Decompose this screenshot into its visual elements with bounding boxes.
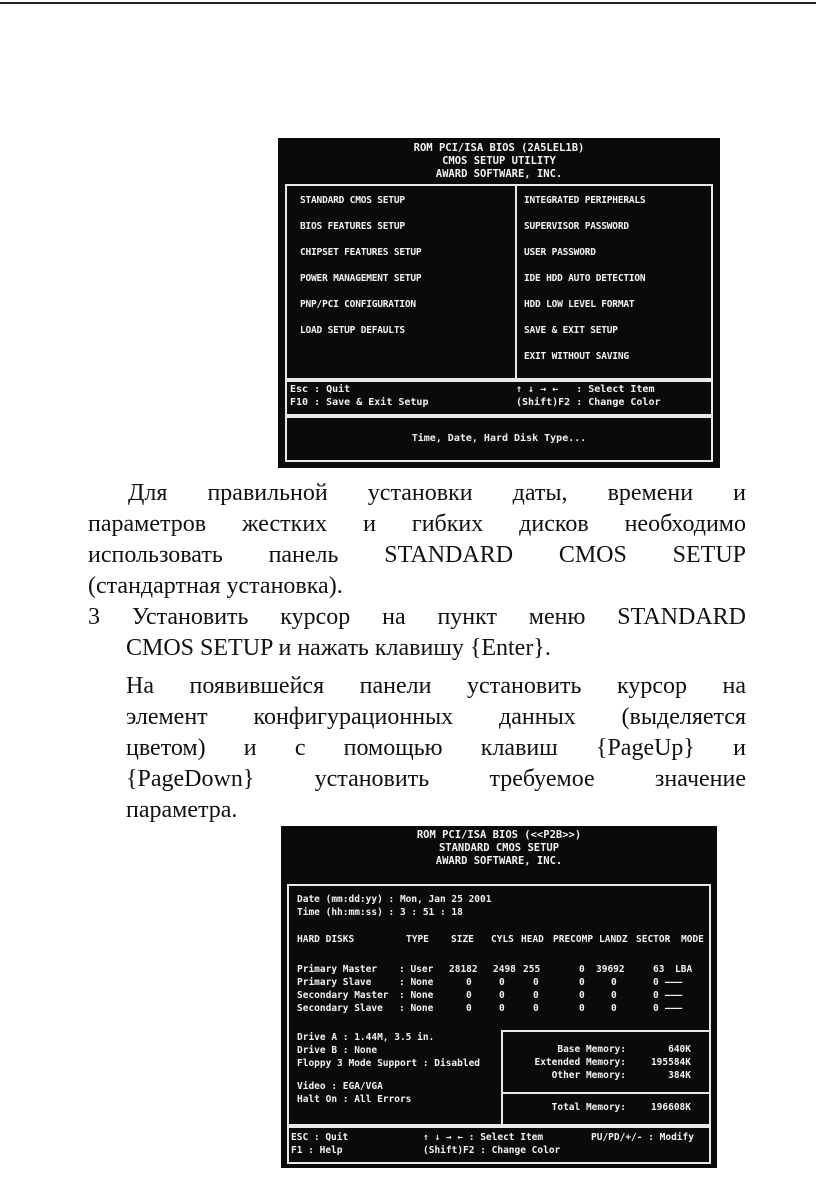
disk-type[interactable]: : None <box>399 1003 434 1014</box>
disk-mode: LBA <box>675 964 693 975</box>
disk-landz: 0 <box>611 1003 617 1014</box>
disk-cyls: 2498 <box>493 964 516 975</box>
key-hint-select-item: ↑ ↓ → ← : Select Item <box>423 1132 544 1143</box>
col-mode: MODE <box>681 934 704 945</box>
paragraph-1 <box>88 478 746 602</box>
paragraph-2-line: CMOS SETUP и нажать клавишу {Enter}. <box>126 635 551 661</box>
disk-sector: 0 <box>653 977 659 988</box>
disk-sector: 63 <box>653 964 665 975</box>
col-head: HEAD <box>521 934 544 945</box>
paragraph-2 <box>88 602 746 664</box>
total-memory-label: Total Memory: <box>551 1102 626 1113</box>
disk-type[interactable]: : User <box>399 964 434 975</box>
menu-item-load-setup-defaults[interactable]: LOAD SETUP DEFAULTS <box>300 325 405 336</box>
paragraph-3-line: элемент конфигурационных данных (выделяется <box>126 704 746 730</box>
floppy3-mode-field[interactable]: Floppy 3 Mode Support : Disabled <box>297 1058 481 1069</box>
key-hint-select-item: ↑ ↓ → ← : Select Item <box>516 384 655 395</box>
col-size: SIZE <box>451 934 474 945</box>
disk-size: 0 <box>466 977 472 988</box>
disk-mode: ——— <box>665 977 683 988</box>
col-type: TYPE <box>406 934 429 945</box>
menu-item-pnp-pci-configuration[interactable]: PNP/PCI CONFIGURATION <box>300 299 416 310</box>
key-hint-modify: PU/PD/+/- : Modify <box>591 1132 694 1143</box>
base-memory-value: 640K <box>668 1044 691 1055</box>
paragraph-3-line: На появившейся панели установить курсор на <box>126 673 746 699</box>
key-hint-change-color: (Shift)F2 : Change Color <box>423 1145 561 1156</box>
disk-size: 0 <box>466 1003 472 1014</box>
paragraph-1-line: (стандартная установка). <box>88 573 343 599</box>
drive-b-field[interactable]: Drive B : None <box>297 1045 378 1056</box>
other-memory-label: Other Memory: <box>551 1070 626 1081</box>
paragraph-3-line: параметра. <box>126 797 238 823</box>
disk-precomp: 0 <box>579 990 585 1001</box>
disk-landz: 0 <box>611 977 617 988</box>
key-hint-f1-help: F1 : Help <box>291 1145 343 1156</box>
base-memory-label: Base Memory: <box>557 1044 626 1055</box>
disk-head: 0 <box>533 977 539 988</box>
key-hint-esc-quit: ESC : Quit <box>291 1132 349 1143</box>
disk-cyls: 0 <box>499 990 505 1001</box>
other-memory-value: 384K <box>668 1070 691 1081</box>
menu-item-power-management-setup[interactable]: POWER MANAGEMENT SETUP <box>300 273 422 284</box>
disk-name: Secondary Slave <box>297 1003 383 1014</box>
menu-item-chipset-features-setup[interactable]: CHIPSET FEATURES SETUP <box>300 247 422 258</box>
bios-standard-cmos-screenshot <box>281 826 717 1168</box>
disk-sector: 0 <box>653 1003 659 1014</box>
menu-item-ide-hdd-auto-detection[interactable]: IDE HDD AUTO DETECTION <box>524 273 646 284</box>
menu-item-save-exit-setup[interactable]: SAVE & EXIT SETUP <box>524 325 618 336</box>
paragraph-2-line: 3 Установить курсор на пункт меню STANDARD <box>88 604 746 630</box>
disk-name: Primary Master <box>297 964 378 975</box>
disk-head: 0 <box>533 1003 539 1014</box>
disk-name: Secondary Master <box>297 990 389 1001</box>
bios-std-header <box>281 829 717 868</box>
disk-head: 255 <box>523 964 541 975</box>
page-top-rule <box>0 2 816 4</box>
halt-on-field[interactable]: Halt On : All Errors <box>297 1094 412 1105</box>
disk-type[interactable]: : None <box>399 977 434 988</box>
disk-head: 0 <box>533 990 539 1001</box>
key-hint-change-color: (Shift)F2 : Change Color <box>516 397 661 408</box>
menu-item-standard-cmos-setup[interactable]: STANDARD CMOS SETUP <box>300 195 405 206</box>
paragraph-3-line: {PageDown} установить требуемое значение <box>126 766 746 792</box>
menu-item-exit-without-saving[interactable]: EXIT WITHOUT SAVING <box>524 351 629 362</box>
disk-cyls: 0 <box>499 977 505 988</box>
time-field[interactable]: Time (hh:mm:ss) : 3 : 51 : 18 <box>297 907 463 918</box>
disk-precomp: 0 <box>579 964 585 975</box>
paragraph-3 <box>126 671 746 826</box>
disk-sector: 0 <box>653 990 659 1001</box>
paragraph-1-line: Для правильной установки даты, времени и <box>128 480 746 506</box>
col-cyls: CYLS <box>491 934 514 945</box>
bios-std-header-line: AWARD SOFTWARE, INC. <box>435 855 563 867</box>
menu-item-hdd-low-level-format[interactable]: HDD LOW LEVEL FORMAT <box>524 299 635 310</box>
bios-main-status-text: Time, Date, Hard Disk Type... <box>411 433 587 444</box>
disk-landz: 0 <box>611 990 617 1001</box>
menu-item-integrated-peripherals[interactable]: INTEGRATED PERIPHERALS <box>524 195 646 206</box>
disk-type[interactable]: : None <box>399 990 434 1001</box>
bios-main-header-line: AWARD SOFTWARE, INC. <box>435 168 563 180</box>
bios-main-header <box>278 142 720 181</box>
memory-total-divider <box>501 1092 711 1094</box>
disk-size: 0 <box>466 990 472 1001</box>
total-memory-value: 196608K <box>650 1102 691 1113</box>
bios-main-menu-screenshot <box>278 138 720 468</box>
disk-name: Primary Slave <box>297 977 372 988</box>
paragraph-3-line: цветом) и с помощью клавиш {PageUp} и <box>126 735 746 761</box>
col-landz: LANDZ <box>599 934 628 945</box>
menu-item-supervisor-password[interactable]: SUPERVISOR PASSWORD <box>524 221 629 232</box>
disk-mode: ——— <box>665 1003 683 1014</box>
extended-memory-label: Extended Memory: <box>534 1057 626 1068</box>
bios-main-header-line: CMOS SETUP UTILITY <box>442 155 556 167</box>
menu-item-bios-features-setup[interactable]: BIOS FEATURES SETUP <box>300 221 405 232</box>
disk-precomp: 0 <box>579 977 585 988</box>
disk-mode: ——— <box>665 990 683 1001</box>
bios-main-menu-divider <box>515 184 517 380</box>
paragraph-1-line: использовать панель STANDARD CMOS SETUP <box>88 542 746 568</box>
col-precomp: PRECOMP <box>553 934 594 945</box>
menu-item-user-password[interactable]: USER PASSWORD <box>524 247 596 258</box>
bios-main-header-line: ROM PCI/ISA BIOS (2A5LEL1B) <box>413 142 585 154</box>
key-hint-esc-quit: Esc : Quit <box>290 384 351 395</box>
video-field[interactable]: Video : EGA/VGA <box>297 1081 383 1092</box>
disk-size: 28182 <box>449 964 478 975</box>
disk-landz: 39692 <box>596 964 625 975</box>
col-sector: SECTOR <box>636 934 671 945</box>
extended-memory-value: 195584K <box>650 1057 691 1068</box>
date-field[interactable]: Date (mm:dd:yy) : Mon, Jan 25 2001 <box>297 894 492 905</box>
bios-std-header-line: ROM PCI/ISA BIOS (<<P2B>>) <box>416 829 582 841</box>
bios-std-header-line: STANDARD CMOS SETUP <box>438 842 560 854</box>
col-hard-disks: HARD DISKS <box>297 934 355 945</box>
key-hint-f10-save-exit: F10 : Save & Exit Setup <box>290 397 429 408</box>
drive-a-field[interactable]: Drive A : 1.44M, 3.5 in. <box>297 1032 435 1043</box>
paragraph-1-line: параметров жестких и гибких дисков необходимо <box>88 511 746 537</box>
disk-precomp: 0 <box>579 1003 585 1014</box>
disk-cyls: 0 <box>499 1003 505 1014</box>
